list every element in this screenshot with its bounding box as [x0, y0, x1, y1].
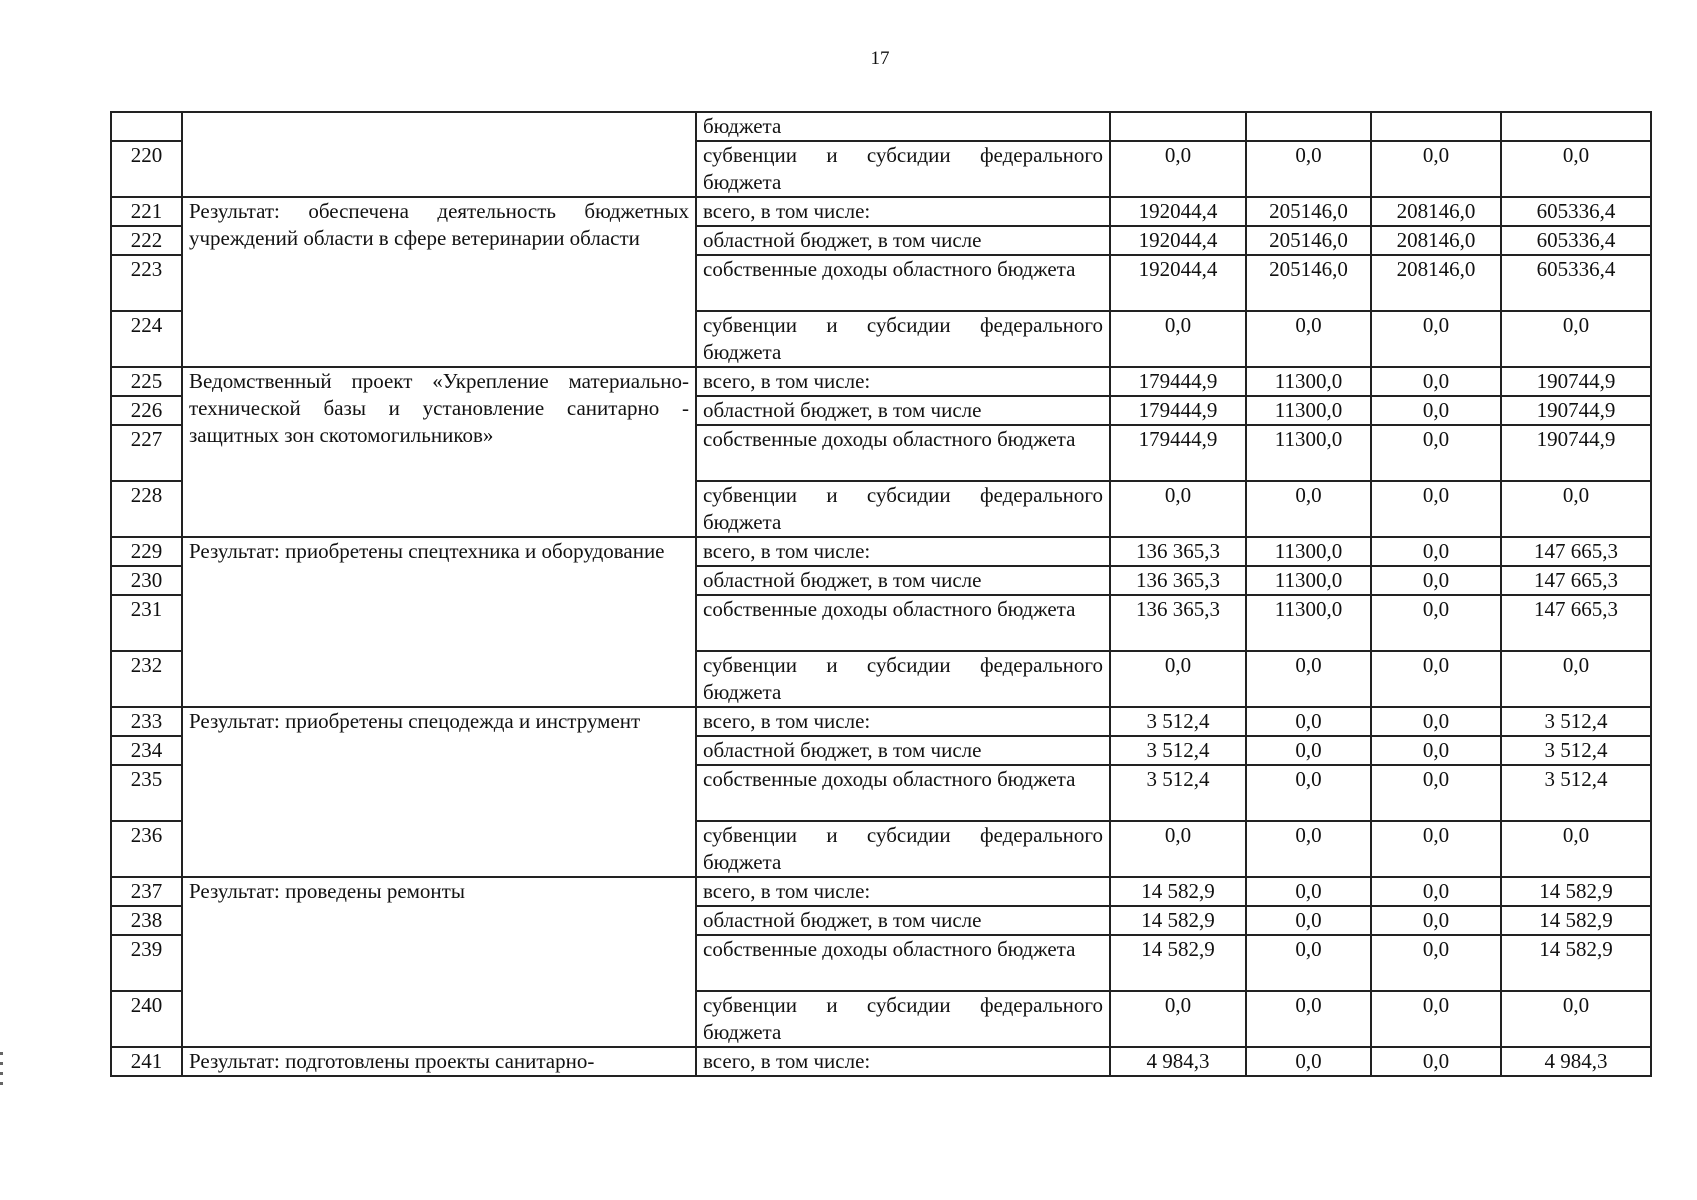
row-number: 237 — [111, 877, 182, 906]
amount-cell: 0,0 — [1110, 821, 1246, 877]
result-description: Ведомственный проект «Укрепление материально-технической базы и установление санитарно - защитных зон скотомогильников» — [182, 367, 696, 537]
margin-mark — [0, 1082, 3, 1085]
funding-source: собственные доходы областного бюджета — [696, 255, 1110, 311]
amount-cell: 0,0 — [1371, 537, 1501, 566]
row-number: 235 — [111, 765, 182, 821]
amount-cell: 605336,4 — [1501, 197, 1651, 226]
funding-source: субвенции и субсидии федерального бюджета — [696, 481, 1110, 537]
amount-cell: 190744,9 — [1501, 396, 1651, 425]
amount-cell: 11300,0 — [1246, 396, 1371, 425]
funding-source: субвенции и субсидии федерального бюджета — [696, 651, 1110, 707]
funding-source: областной бюджет, в том числе — [696, 396, 1110, 425]
funding-source: всего, в том числе: — [696, 197, 1110, 226]
amount-cell: 0,0 — [1246, 765, 1371, 821]
amount-cell: 0,0 — [1110, 991, 1246, 1047]
amount-cell: 147 665,3 — [1501, 595, 1651, 651]
amount-cell: 14 582,9 — [1501, 935, 1651, 991]
amount-cell: 0,0 — [1110, 141, 1246, 197]
amount-cell: 0,0 — [1371, 991, 1501, 1047]
row-number: 229 — [111, 537, 182, 566]
amount-cell: 192044,4 — [1110, 255, 1246, 311]
row-number: 238 — [111, 906, 182, 935]
amount-cell: 192044,4 — [1110, 226, 1246, 255]
amount-cell: 208146,0 — [1371, 197, 1501, 226]
row-number — [111, 112, 182, 141]
amount-cell: 0,0 — [1371, 736, 1501, 765]
amount-cell: 0,0 — [1246, 1047, 1371, 1076]
table-row — [111, 367, 1651, 396]
amount-cell: 0,0 — [1110, 311, 1246, 367]
funding-source: областной бюджет, в том числе — [696, 906, 1110, 935]
amount-cell: 0,0 — [1371, 141, 1501, 197]
row-number: 221 — [111, 197, 182, 226]
row-number: 241 — [111, 1047, 182, 1076]
amount-cell: 0,0 — [1246, 141, 1371, 197]
amount-cell: 205146,0 — [1246, 226, 1371, 255]
amount-cell: 0,0 — [1501, 311, 1651, 367]
amount-cell: 0,0 — [1246, 651, 1371, 707]
funding-source: субвенции и субсидии федерального бюджета — [696, 311, 1110, 367]
row-number: 232 — [111, 651, 182, 707]
amount-cell: 3 512,4 — [1501, 736, 1651, 765]
amount-cell: 0,0 — [1371, 651, 1501, 707]
result-description: Результат: обеспечена деятельность бюджетных учреждений области в сфере ветеринарии области — [182, 197, 696, 367]
result-description — [182, 112, 696, 197]
funding-source: всего, в том числе: — [696, 537, 1110, 566]
amount-cell: 0,0 — [1246, 991, 1371, 1047]
funding-source: всего, в том числе: — [696, 1047, 1110, 1076]
amount-cell — [1110, 112, 1246, 141]
funding-source: собственные доходы областного бюджета — [696, 425, 1110, 481]
amount-cell: 0,0 — [1371, 1047, 1501, 1076]
amount-cell: 605336,4 — [1501, 226, 1651, 255]
amount-cell: 11300,0 — [1246, 367, 1371, 396]
amount-cell: 0,0 — [1371, 311, 1501, 367]
amount-cell: 3 512,4 — [1110, 736, 1246, 765]
amount-cell: 0,0 — [1501, 481, 1651, 537]
amount-cell: 208146,0 — [1371, 226, 1501, 255]
amount-cell: 0,0 — [1371, 481, 1501, 537]
amount-cell: 0,0 — [1501, 651, 1651, 707]
budget-table — [110, 111, 1652, 1077]
amount-cell: 179444,9 — [1110, 396, 1246, 425]
amount-cell: 0,0 — [1371, 367, 1501, 396]
row-number: 240 — [111, 991, 182, 1047]
table-row — [111, 112, 1651, 141]
amount-cell: 0,0 — [1246, 736, 1371, 765]
amount-cell: 0,0 — [1371, 595, 1501, 651]
funding-source: областной бюджет, в том числе — [696, 226, 1110, 255]
row-number: 225 — [111, 367, 182, 396]
row-number: 224 — [111, 311, 182, 367]
row-number: 227 — [111, 425, 182, 481]
amount-cell: 0,0 — [1110, 481, 1246, 537]
amount-cell: 0,0 — [1246, 707, 1371, 736]
amount-cell: 14 582,9 — [1110, 935, 1246, 991]
row-number: 239 — [111, 935, 182, 991]
table-row — [111, 1047, 1651, 1076]
row-number: 226 — [111, 396, 182, 425]
amount-cell: 14 582,9 — [1501, 877, 1651, 906]
row-number: 223 — [111, 255, 182, 311]
table-row — [111, 197, 1651, 226]
amount-cell: 0,0 — [1371, 396, 1501, 425]
margin-mark — [0, 1072, 3, 1075]
amount-cell: 14 582,9 — [1110, 906, 1246, 935]
funding-source: собственные доходы областного бюджета — [696, 765, 1110, 821]
amount-cell: 0,0 — [1371, 935, 1501, 991]
amount-cell: 0,0 — [1110, 651, 1246, 707]
amount-cell: 136 365,3 — [1110, 537, 1246, 566]
amount-cell: 4 984,3 — [1501, 1047, 1651, 1076]
amount-cell: 0,0 — [1246, 906, 1371, 935]
result-description: Результат: подготовлены проекты санитарно- — [182, 1047, 696, 1076]
amount-cell: 0,0 — [1246, 935, 1371, 991]
amount-cell: 0,0 — [1246, 821, 1371, 877]
row-number: 222 — [111, 226, 182, 255]
funding-source: собственные доходы областного бюджета — [696, 935, 1110, 991]
funding-source: всего, в том числе: — [696, 877, 1110, 906]
table-row — [111, 877, 1651, 906]
amount-cell: 14 582,9 — [1501, 906, 1651, 935]
result-description: Результат: приобретены спецтехника и оборудование — [182, 537, 696, 707]
amount-cell: 179444,9 — [1110, 367, 1246, 396]
amount-cell: 3 512,4 — [1501, 765, 1651, 821]
amount-cell: 0,0 — [1371, 821, 1501, 877]
amount-cell: 0,0 — [1371, 707, 1501, 736]
amount-cell — [1246, 112, 1371, 141]
amount-cell: 0,0 — [1501, 991, 1651, 1047]
row-number: 220 — [111, 141, 182, 197]
amount-cell: 4 984,3 — [1110, 1047, 1246, 1076]
margin-mark — [0, 1052, 3, 1055]
funding-source: всего, в том числе: — [696, 367, 1110, 396]
amount-cell: 205146,0 — [1246, 255, 1371, 311]
amount-cell: 3 512,4 — [1110, 707, 1246, 736]
amount-cell: 0,0 — [1371, 906, 1501, 935]
amount-cell: 0,0 — [1371, 877, 1501, 906]
funding-source: субвенции и субсидии федерального бюджета — [696, 141, 1110, 197]
funding-source: собственные доходы областного бюджета — [696, 595, 1110, 651]
amount-cell: 208146,0 — [1371, 255, 1501, 311]
amount-cell: 190744,9 — [1501, 425, 1651, 481]
row-number: 236 — [111, 821, 182, 877]
amount-cell: 179444,9 — [1110, 425, 1246, 481]
row-number: 231 — [111, 595, 182, 651]
page-number: 17 — [870, 48, 890, 69]
funding-source: субвенции и субсидии федерального бюджета — [696, 991, 1110, 1047]
row-number: 230 — [111, 566, 182, 595]
row-number: 234 — [111, 736, 182, 765]
amount-cell: 11300,0 — [1246, 595, 1371, 651]
funding-source: всего, в том числе: — [696, 707, 1110, 736]
funding-source: областной бюджет, в том числе — [696, 736, 1110, 765]
amount-cell: 0,0 — [1246, 877, 1371, 906]
amount-cell: 0,0 — [1501, 141, 1651, 197]
funding-source: субвенции и субсидии федерального бюджета — [696, 821, 1110, 877]
amount-cell: 0,0 — [1371, 765, 1501, 821]
amount-cell: 14 582,9 — [1110, 877, 1246, 906]
amount-cell — [1501, 112, 1651, 141]
margin-mark — [0, 1062, 3, 1065]
amount-cell: 0,0 — [1371, 566, 1501, 595]
amount-cell: 0,0 — [1246, 311, 1371, 367]
row-number: 228 — [111, 481, 182, 537]
funding-source: бюджета — [696, 112, 1110, 141]
amount-cell: 136 365,3 — [1110, 566, 1246, 595]
amount-cell: 0,0 — [1371, 425, 1501, 481]
row-number: 233 — [111, 707, 182, 736]
amount-cell: 3 512,4 — [1501, 707, 1651, 736]
funding-source: областной бюджет, в том числе — [696, 566, 1110, 595]
amount-cell: 190744,9 — [1501, 367, 1651, 396]
amount-cell: 147 665,3 — [1501, 537, 1651, 566]
budget-table-body — [111, 112, 1651, 1076]
amount-cell: 605336,4 — [1501, 255, 1651, 311]
amount-cell: 147 665,3 — [1501, 566, 1651, 595]
result-description: Результат: приобретены спецодежда и инструмент — [182, 707, 696, 877]
amount-cell: 205146,0 — [1246, 197, 1371, 226]
table-row — [111, 707, 1651, 736]
amount-cell: 0,0 — [1246, 481, 1371, 537]
amount-cell — [1371, 112, 1501, 141]
amount-cell: 11300,0 — [1246, 425, 1371, 481]
amount-cell: 11300,0 — [1246, 566, 1371, 595]
amount-cell: 136 365,3 — [1110, 595, 1246, 651]
amount-cell: 192044,4 — [1110, 197, 1246, 226]
amount-cell: 3 512,4 — [1110, 765, 1246, 821]
amount-cell: 0,0 — [1501, 821, 1651, 877]
table-row — [111, 537, 1651, 566]
amount-cell: 11300,0 — [1246, 537, 1371, 566]
result-description: Результат: проведены ремонты — [182, 877, 696, 1047]
